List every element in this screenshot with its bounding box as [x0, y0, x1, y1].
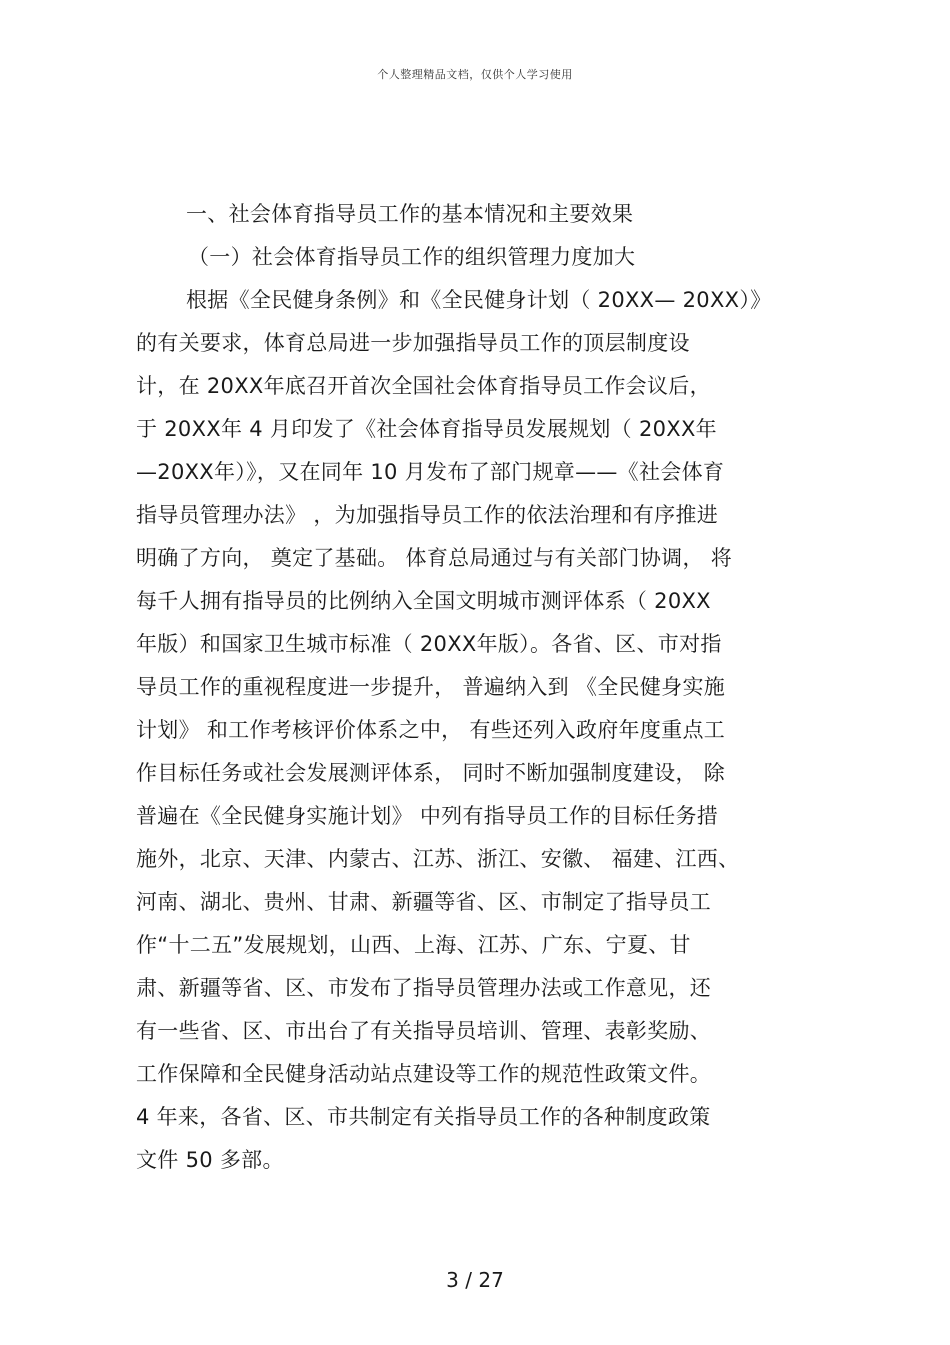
paragraph-line: 于 20XX年 4 月印发了《社会体育指导员发展规划（ 20XX年: [136, 417, 717, 441]
paragraph-line: 普遍在《全民健身实施计划》 中列有指导员工作的目标任务措: [136, 804, 719, 828]
paragraph-line: 作目标任务或社会发展测评体系， 同时不断加强制度建设， 除: [136, 761, 726, 785]
paragraph-line: 作“十二五”发展规划，山西、上海、江苏、广东、宁夏、甘: [136, 933, 691, 957]
paragraph-line: 文件 50 多部。: [136, 1148, 284, 1172]
page-header-note: 个人整理精品文档，仅供个人学习使用: [377, 68, 573, 81]
paragraph-line: 每千人拥有指导员的比例纳入全国文明城市测评体系（ 20XX: [136, 589, 711, 613]
paragraph-line: 肃、新疆等省、区、市发布了指导员管理办法或工作意见，还: [136, 976, 712, 1000]
paragraph-line: 河南、湖北、贵州、甘肃、新疆等省、区、市制定了指导员工: [136, 890, 712, 914]
document-body: [136, 196, 836, 1185]
paragraph-line: 明确了方向， 奠定了基础。 体育总局通过与有关部门协调， 将: [136, 546, 733, 570]
paragraph-line: 工作保障和全民健身活动站点建设等工作的规范性政策文件。: [136, 1062, 712, 1086]
paragraph-line: 指导员管理办法》 ，为加强指导员工作的依法治理和有序推进: [136, 503, 719, 527]
paragraph-line: 导员工作的重视程度进一步提升， 普遍纳入到 《全民健身实施: [136, 675, 726, 699]
paragraph-line: 的有关要求，体育总局进一步加强指导员工作的顶层制度设: [136, 331, 690, 355]
subsection-heading: （一）社会体育指导员工作的组织管理力度加大: [188, 245, 636, 269]
paragraph-line: 有一些省、区、市出台了有关指导员培训、管理、表彰奖励、: [136, 1019, 712, 1043]
paragraph-line: 4 年来，各省、区、市共制定有关指导员工作的各种制度政策: [136, 1105, 711, 1129]
paragraph-line: 年版）和国家卫生城市标准（ 20XX年版）。各省、区、市对指: [136, 632, 722, 656]
paragraph-line: —20XX年）》，又在同年 10 月发布了部门规章——《社会体育: [136, 460, 725, 484]
paragraph-line: 计划》 和工作考核评价体系之中， 有些还列入政府年度重点工: [136, 718, 726, 742]
paragraph-line: 施外，北京、天津、内蒙古、江苏、浙江、安徽、 福建、江西、: [136, 847, 740, 871]
paragraph-line: 根据《全民健身条例》和《全民健身计划（ 20XX— 20XX）》: [186, 288, 772, 312]
page-number: 3 / 27: [446, 1268, 504, 1292]
section-heading: 一、社会体育指导员工作的基本情况和主要效果: [186, 202, 634, 226]
paragraph-line: 计，在 20XX年底召开首次全国社会体育指导员工作会议后，: [136, 374, 711, 398]
